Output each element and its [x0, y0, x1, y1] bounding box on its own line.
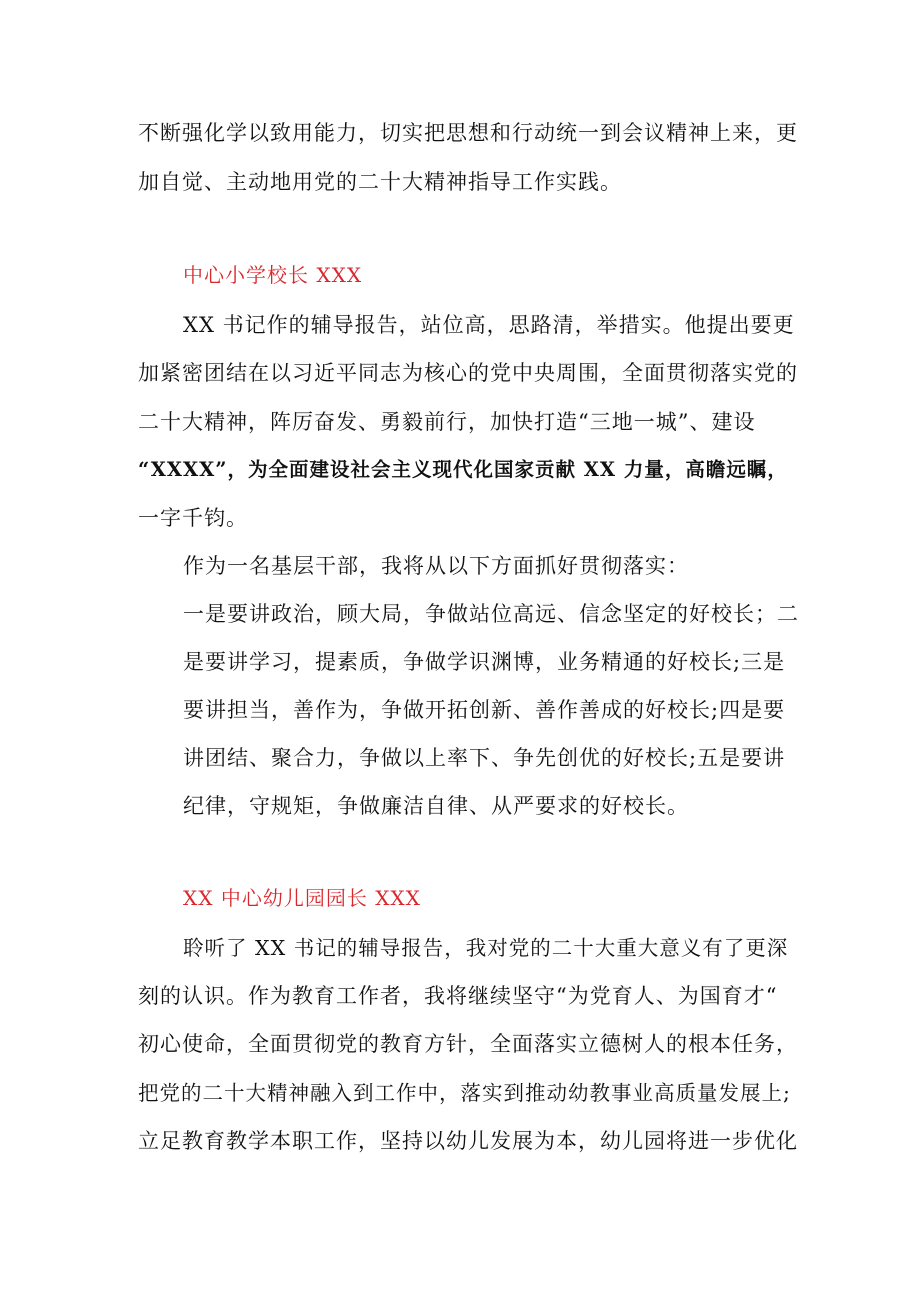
section1-p3-line-5: 纪律，守规矩，争做廉洁自律、从严要求的好校长。	[183, 794, 689, 818]
section2-p1-line-5: 立足教育教学本职工作，坚持以幼儿发展为本，幼儿园将进一步优化	[138, 1129, 798, 1153]
section1-p3-line-3: 要讲担当，善作为，争做开拓创新、善作善成的好校长;四是要	[183, 698, 786, 722]
section2-heading: XX 中心幼儿园园长 XXX	[183, 886, 421, 910]
section1-p1-line-5: 一字千钧。	[138, 506, 248, 530]
section1-p3-line-4: 讲团结、聚合力，争做以上率下、争先创优的好校长;五是要讲	[183, 746, 786, 770]
intro-line-2: 加自觉、主动地用党的二十大精神指导工作实践。	[138, 170, 622, 194]
section1-p3-line-1: 一是要讲政治，顾大局，争做站位高远、信念坚定的好校长；二	[183, 602, 799, 626]
section1-p2-line-1: 作为一名基层干部，我将从以下方面抓好贯彻落实：	[183, 554, 689, 578]
section2-p1-line-4: 把党的二十大精神融入到工作中，落实到推动幼教事业高质量发展上;	[138, 1081, 791, 1105]
section1-p1-line-1: XX 书记作的辅导报告，站位高，思路清，举措实。他提出要更	[183, 313, 795, 337]
section1-p1-line-4: “XXXX”，为全面建设社会主义现代化国家贡献 XX 力量，高瞻远瞩，	[138, 458, 788, 481]
section2-p1-line-2: 刻的认识。作为教育工作者，我将继续坚守“为党育人、为国育才“	[138, 984, 778, 1008]
intro-line-1: 不断强化学以致用能力，切实把思想和行动统一到会议精神上来，更	[138, 121, 798, 145]
section2-p1-line-3: 初心使命，全面贯彻党的教育方针，全面落实立德树人的根本任务，	[138, 1032, 798, 1056]
section1-p1-line-2: 加紧密团结在以习近平同志为核心的党中央周围，全面贯彻落实党的	[138, 361, 798, 385]
section1-heading: 中心小学校长 XXX	[183, 263, 363, 287]
section2-p1-line-1: 聆听了 XX 书记的辅导报告，我对党的二十大重大意义有了更深	[183, 936, 789, 960]
section1-p1-line-3: 二十大精神，阵厉奋发、勇毅前行，加快打造“三地一城”、建设	[138, 410, 756, 434]
section1-p3-line-2: 是要讲学习，提素质，争做学识渊博，业务精通的好校长;三是	[183, 650, 786, 674]
